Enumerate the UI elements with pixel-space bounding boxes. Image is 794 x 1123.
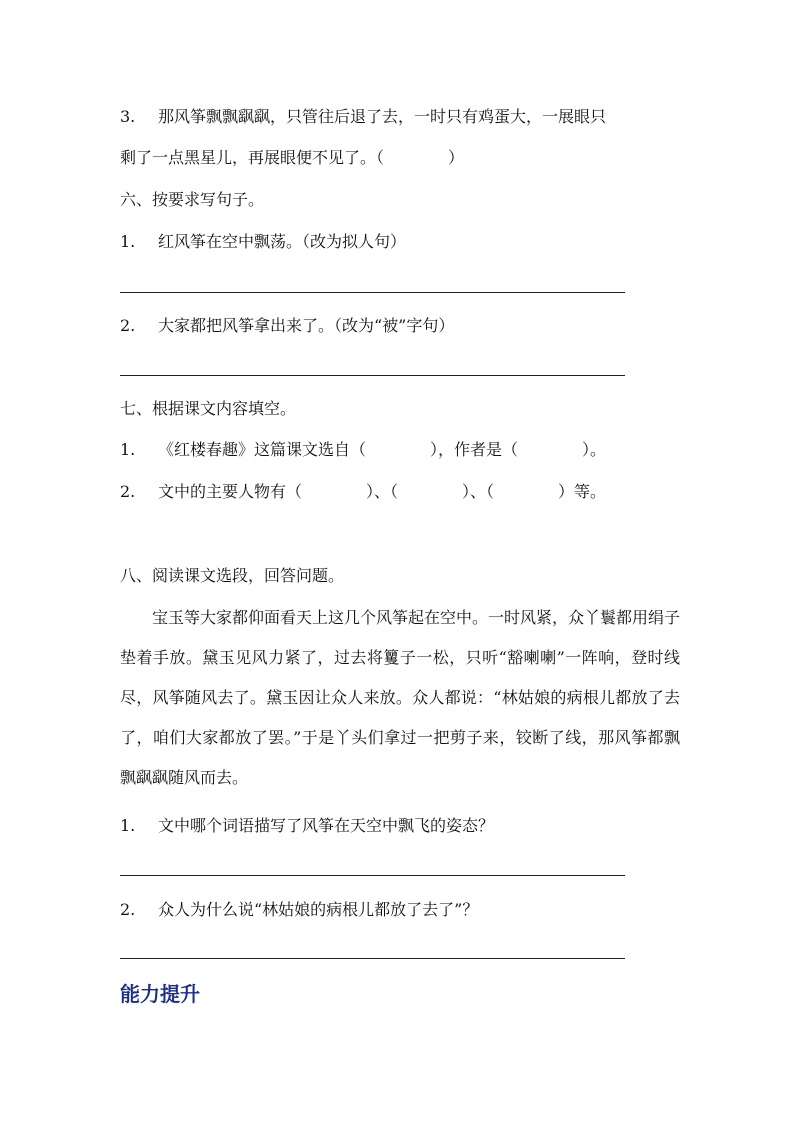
q7-item1 xyxy=(120,440,606,460)
q7-item2 xyxy=(120,482,606,502)
q8-item2 xyxy=(120,900,478,920)
q8-passage xyxy=(120,598,680,798)
q6-item2-text: 大家都把风筝拿出来了。（改为“被”字句） xyxy=(158,316,455,335)
q7-item1-number: 1. xyxy=(120,440,136,459)
q6-item1 xyxy=(120,232,406,252)
q8-item2-number: 2. xyxy=(120,900,136,919)
q8-passage-text: 宝玉等大家都仰面看天上这几个风筝起在空中。一时风紧，众丫鬟都用绢子垫着手放。黛玉见风力紧了，过去将籰子一松，只听“豁喇喇”一阵响，登时线尽，风筝随风去了。黛玉因让众人来放。众人都说：“林姑娘的病根儿都放了去了，咱们大家都放了罢。”于是丫头们拿过一把剪子来，铰断了线，那风筝都飘飘飖飖随风而去。 xyxy=(120,608,681,787)
q6-title: 六、按要求写句子。 xyxy=(120,190,265,209)
q6-item1-number: 1. xyxy=(120,232,136,251)
section-heading: 能力提升 xyxy=(120,982,200,1006)
q5-item3-text: 那风筝飘飘飖飖，只管往后退了去，一时只有鸡蛋大，一展眼只 xyxy=(158,107,607,126)
q7-item2-number: 2. xyxy=(120,482,136,501)
q8-title: 八、阅读课文选段，回答问题。 xyxy=(120,566,345,585)
q8-item1-answer-line xyxy=(120,875,625,876)
q8-item1-text: 文中哪个词语描写了风筝在天空中飘飞的姿态？ xyxy=(158,816,495,835)
q8-item2-text: 众人为什么说“林姑娘的病根儿都放了去了”？ xyxy=(158,900,479,919)
q8-item2-answer-line xyxy=(120,958,625,959)
q6-item1-text: 红风筝在空中飘荡。（改为拟人句） xyxy=(158,232,407,251)
q7-item1-text: 《红楼春趣》这篇课文选自（ ），作者是（ ）。 xyxy=(158,440,607,459)
q5-item3-line1 xyxy=(120,107,606,127)
q5-item3-line2: 剩了一点黑星儿，再展眼便不见了。（ ） xyxy=(120,148,465,167)
q8-item1-number: 1. xyxy=(120,816,136,835)
q7-item2-text: 文中的主要人物有（ ）、（ ）、（ ）等。 xyxy=(158,482,607,501)
q6-item1-answer-line xyxy=(120,292,625,293)
q6-item2 xyxy=(120,316,454,336)
q7-title: 七、根据课文内容填空。 xyxy=(120,399,297,418)
q6-item2-number: 2. xyxy=(120,316,136,335)
q5-item3-number: 3. xyxy=(120,107,136,126)
q8-item1 xyxy=(120,816,494,836)
q6-item2-answer-line xyxy=(120,375,625,376)
